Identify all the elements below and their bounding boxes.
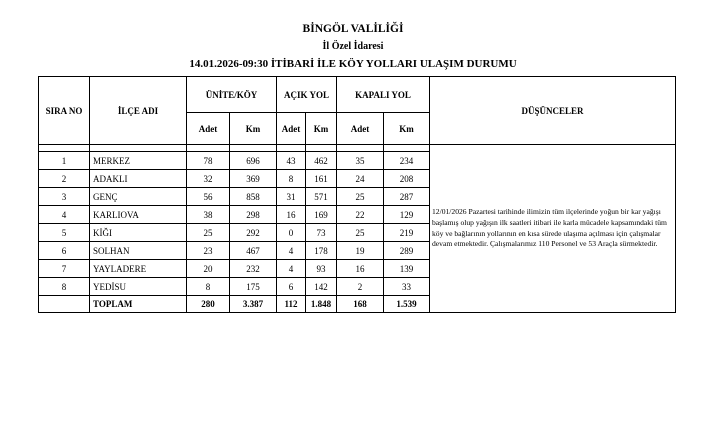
cell-kapali-adet: 25 xyxy=(337,188,384,206)
cell-kapali-km: 289 xyxy=(384,242,430,260)
cell-no: 1 xyxy=(39,152,90,170)
cell-acik-adet: 8 xyxy=(277,170,306,188)
total-acik-adet: 112 xyxy=(277,296,306,313)
total-acik-km: 1.848 xyxy=(306,296,337,313)
cell-unite-km: 292 xyxy=(230,224,277,242)
cell-kapali-km: 208 xyxy=(384,170,430,188)
cell-acik-km: 142 xyxy=(306,278,337,296)
cell-acik-adet: 4 xyxy=(277,242,306,260)
cell-no: 4 xyxy=(39,206,90,224)
cell-kapali-km: 287 xyxy=(384,188,430,206)
cell-kapali-adet: 35 xyxy=(337,152,384,170)
page-subtitle: İl Özel İdaresi xyxy=(322,41,384,52)
cell-no: 6 xyxy=(39,242,90,260)
cell-no: 7 xyxy=(39,260,90,278)
col-kapali-adet: Adet xyxy=(337,113,384,145)
cell-unite-km: 696 xyxy=(230,152,277,170)
col-dusunceler: DÜŞÜNCELER xyxy=(430,77,676,145)
notes-cell: 12/01/2026 Pazartesi tarihinde ilimizin tüm ilçelerinde yoğun bir kar yağışı başlamış olup yağışın ilk saatleri itibari ile karla mücadele kapsamındaki tüm köy ve bağlarının yollarının en kısa sürede ulaşıma açılması için çalışmalar devam etmektedir. Çalışmalarımız 110 Personel ve 53 Araçla sürmektedir. xyxy=(430,145,676,313)
total-kapali-km: 1.539 xyxy=(384,296,430,313)
cell-acik-adet: 4 xyxy=(277,260,306,278)
total-unite-km: 3.387 xyxy=(230,296,277,313)
col-kapali-yol: KAPALI YOL xyxy=(337,77,430,113)
cell-kapali-km: 139 xyxy=(384,260,430,278)
cell-kapali-adet: 22 xyxy=(337,206,384,224)
cell-unite-adet: 38 xyxy=(187,206,230,224)
col-sira-no: SIRA NO xyxy=(39,77,90,145)
cell-acik-adet: 16 xyxy=(277,206,306,224)
cell-unite-km: 467 xyxy=(230,242,277,260)
cell-kapali-adet: 24 xyxy=(337,170,384,188)
cell-ilce: KARLIOVA xyxy=(90,206,187,224)
cell-ilce: GENÇ xyxy=(90,188,187,206)
cell-kapali-km: 33 xyxy=(384,278,430,296)
cell-kapali-adet: 25 xyxy=(337,224,384,242)
cell-unite-adet: 25 xyxy=(187,224,230,242)
total-empty-cell xyxy=(39,296,90,313)
cell-acik-km: 73 xyxy=(306,224,337,242)
col-ilce-adi: İLÇE ADI xyxy=(90,77,187,145)
report-title: 14.01.2026-09:30 İTİBARİ İLE KÖY YOLLARI ULAŞIM DURUMU xyxy=(189,58,517,70)
col-acik-yol: AÇIK YOL xyxy=(277,77,337,113)
col-unite-km: Km xyxy=(230,113,277,145)
cell-no: 2 xyxy=(39,170,90,188)
cell-unite-adet: 23 xyxy=(187,242,230,260)
cell-ilce: MERKEZ xyxy=(90,152,187,170)
cell-acik-km: 571 xyxy=(306,188,337,206)
table-header-row xyxy=(39,77,676,113)
cell-unite-km: 858 xyxy=(230,188,277,206)
cell-kapali-km: 234 xyxy=(384,152,430,170)
cell-kapali-km: 129 xyxy=(384,206,430,224)
cell-unite-adet: 78 xyxy=(187,152,230,170)
cell-acik-adet: 31 xyxy=(277,188,306,206)
cell-ilce: YAYLADERE xyxy=(90,260,187,278)
cell-unite-km: 232 xyxy=(230,260,277,278)
cell-kapali-adet: 2 xyxy=(337,278,384,296)
cell-unite-adet: 8 xyxy=(187,278,230,296)
cell-unite-km: 369 xyxy=(230,170,277,188)
cell-acik-km: 178 xyxy=(306,242,337,260)
cell-kapali-adet: 16 xyxy=(337,260,384,278)
cell-unite-adet: 20 xyxy=(187,260,230,278)
cell-unite-km: 298 xyxy=(230,206,277,224)
cell-unite-adet: 32 xyxy=(187,170,230,188)
cell-no: 3 xyxy=(39,188,90,206)
cell-unite-adet: 56 xyxy=(187,188,230,206)
cell-unite-km: 175 xyxy=(230,278,277,296)
cell-ilce: KİĞI xyxy=(90,224,187,242)
spacer-row xyxy=(39,145,676,152)
total-kapali-adet: 168 xyxy=(337,296,384,313)
cell-acik-adet: 0 xyxy=(277,224,306,242)
cell-no: 8 xyxy=(39,278,90,296)
cell-acik-km: 93 xyxy=(306,260,337,278)
cell-acik-adet: 43 xyxy=(277,152,306,170)
cell-acik-km: 169 xyxy=(306,206,337,224)
col-unite-adet: Adet xyxy=(187,113,230,145)
total-unite-adet: 280 xyxy=(187,296,230,313)
cell-ilce: ADAKLI xyxy=(90,170,187,188)
col-acik-km: Km xyxy=(306,113,337,145)
cell-acik-adet: 6 xyxy=(277,278,306,296)
col-unite-koy: ÜNİTE/KÖY xyxy=(187,77,277,113)
col-acik-adet: Adet xyxy=(277,113,306,145)
cell-ilce: YEDİSU xyxy=(90,278,187,296)
cell-kapali-adet: 19 xyxy=(337,242,384,260)
cell-no: 5 xyxy=(39,224,90,242)
page-title: BİNGÖL VALİLİĞİ xyxy=(302,23,404,35)
cell-kapali-km: 219 xyxy=(384,224,430,242)
cell-acik-km: 462 xyxy=(306,152,337,170)
cell-acik-km: 161 xyxy=(306,170,337,188)
cell-ilce: SOLHAN xyxy=(90,242,187,260)
col-kapali-km: Km xyxy=(384,113,430,145)
total-label: TOPLAM xyxy=(90,296,187,313)
road-status-table xyxy=(38,76,676,313)
